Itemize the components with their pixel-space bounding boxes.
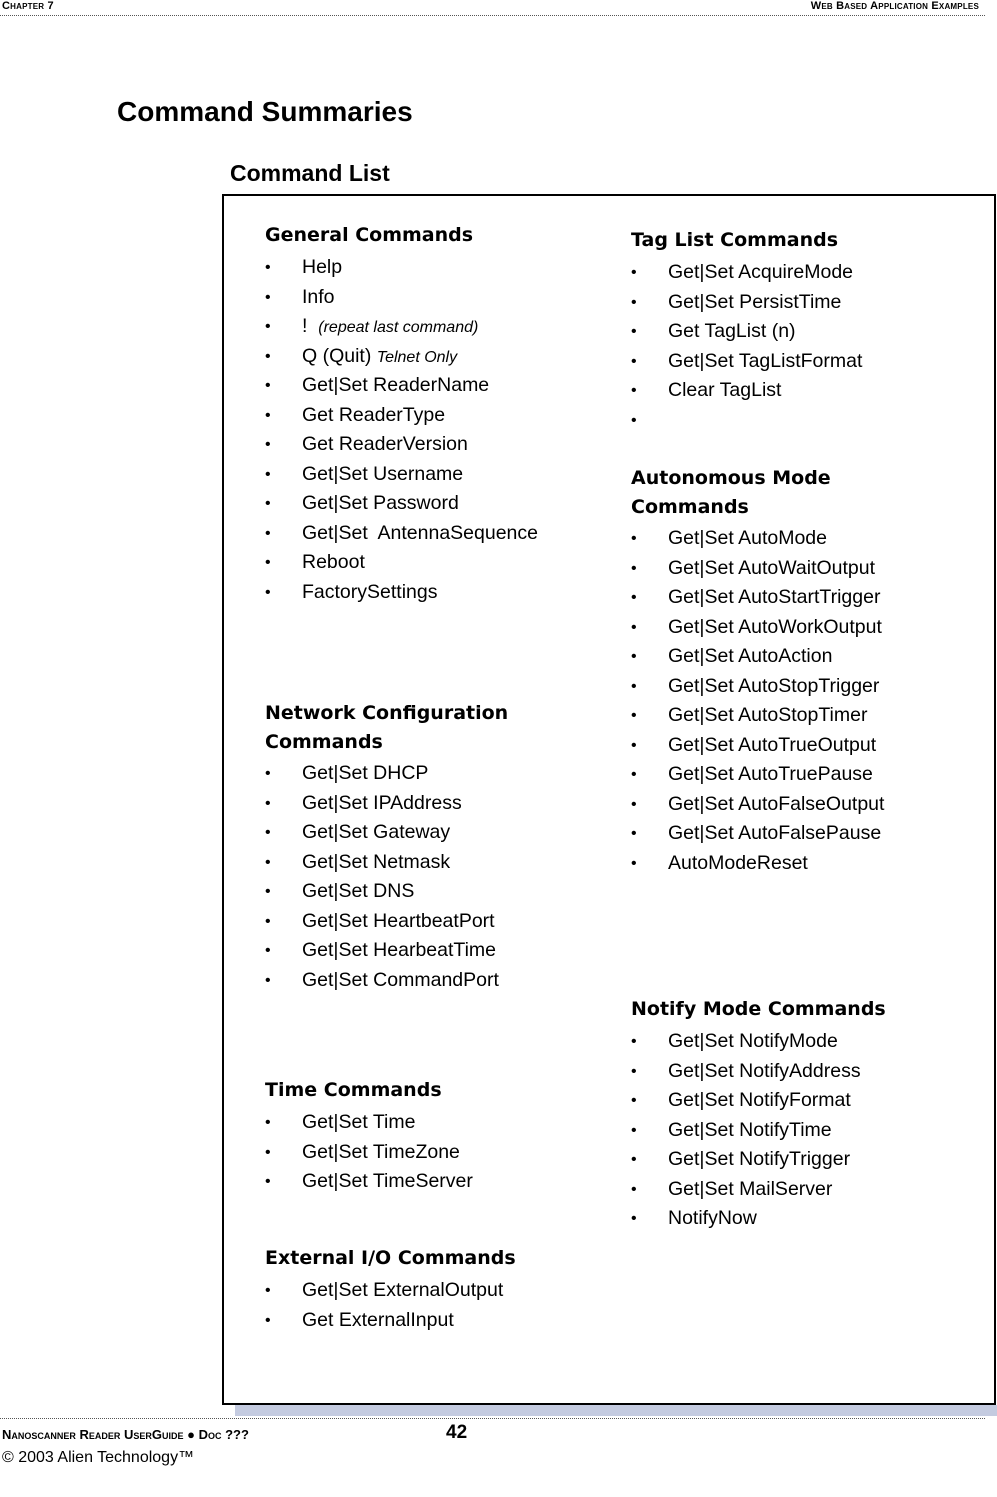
autonomous-commands-title: Autonomous Mode [631,467,831,489]
list-item: • Get TagList (n) [631,317,862,347]
list-item: • Get|Set NotifyMode [631,1027,886,1057]
list-item: • Get|Set AutoMode [631,524,884,554]
general-commands-list [265,253,538,607]
list-item: • Get|Set PersistTime [631,288,862,318]
list-item: • Get|Set DNS [265,877,508,907]
page-number: 42 [446,1422,468,1443]
autonomous-commands-title-line2: Commands [631,496,749,518]
list-item: • Get|Set NotifyTime [631,1116,886,1146]
list-item: • Get|Set AutoStartTrigger [631,583,884,613]
network-commands-title-line2: Commands [265,731,383,753]
list-item: • Get|Set NotifyFormat [631,1086,886,1116]
external-io-commands-list [265,1276,516,1335]
list-item: • Get|Set ReaderName [265,371,538,401]
list-item: • Get ReaderType [265,401,538,431]
list-item: • Info [265,283,538,313]
list-item: • Help [265,253,538,283]
box-shadow [235,1405,997,1416]
time-commands-title: Time Commands [265,1079,442,1101]
list-item: • Get ExternalInput [265,1306,516,1336]
taglist-commands-title: Tag List Commands [631,229,839,251]
list-item: • Get|Set MailServer [631,1175,886,1205]
section-label: Web Based Application Examples [810,0,979,12]
list-item: • Get|Set DHCP [265,759,508,789]
general-commands-section [265,221,538,607]
list-item: • FactorySettings [265,578,538,608]
list-item: • Get|Set Username [265,460,538,490]
time-commands-list [265,1108,473,1197]
network-commands-section [265,699,508,995]
notify-commands-title: Notify Mode Commands [631,998,886,1020]
list-item: • Get|Set AutoFalseOutput [631,790,884,820]
list-item: • Get|Set HeartbeatPort [265,907,508,937]
list-item: • Get|Set AutoTrueOutput [631,731,884,761]
list-item: • Get|Set ExternalOutput [265,1276,516,1306]
page-subtitle: Command List [230,160,390,186]
list-item: • Q (Quit) Telnet Only [265,342,538,372]
list-item: • Get|Set Netmask [265,848,508,878]
list-item: • Get|Set AutoAction [631,642,884,672]
header-rule [0,15,985,16]
page-title: Command Summaries [117,96,413,127]
list-item: • Clear TagList [631,376,862,406]
list-item: • Get|Set NotifyAddress [631,1057,886,1087]
telnet-note: Telnet Only [376,348,458,366]
list-item: • Get|Set TimeServer [265,1167,473,1197]
list-item: • Get|Set AcquireMode [631,258,862,288]
list-item: • Get|Set AutoStopTimer [631,701,884,731]
network-commands-title: Network Configuration [265,702,509,724]
list-item: • AutoModeReset [631,849,884,879]
list-item: • Get|Set AutoWorkOutput [631,613,884,643]
list-item: • Get|Set AutoWaitOutput [631,554,884,584]
footer-rule [0,1418,985,1419]
list-item: • Get|Set Time [265,1108,473,1138]
list-item: • Get|Set AntennaSequence [265,519,538,549]
taglist-commands-section [631,226,862,435]
general-commands-title: General Commands [265,224,474,246]
list-item: • Get|Set Password [265,489,538,519]
list-item: • Get ReaderVersion [265,430,538,460]
list-item: • ! (repeat last command) [265,312,538,342]
list-item: • Get|Set Gateway [265,818,508,848]
list-item: • Get|Set CommandPort [265,966,508,996]
list-item: • NotifyNow [631,1204,886,1234]
footer-doc-label: Nanoscanner Reader UserGuide ● Doc ??? [2,1427,249,1442]
notify-commands-section [631,995,886,1234]
autonomous-commands-section [631,464,884,878]
list-item: • Get|Set AutoStopTrigger [631,672,884,702]
list-item: • Get|Set AutoTruePause [631,760,884,790]
list-item: • Get|Set HearbeatTime [265,936,508,966]
chapter-label: Chapter 7 [2,0,54,12]
list-item: • Get|Set IPAddress [265,789,508,819]
autonomous-commands-list [631,524,884,878]
list-item: • Get|Set TagListFormat [631,347,862,377]
footer-copyright: © 2003 Alien Technology™ [2,1449,195,1466]
list-item: • Get|Set NotifyTrigger [631,1145,886,1175]
network-commands-list [265,759,508,995]
list-item: • Get|Set TimeZone [265,1138,473,1168]
list-item [631,406,862,436]
list-item: • Reboot [265,548,538,578]
external-io-commands-title: External I/O Commands [265,1247,516,1269]
notify-commands-list [631,1027,886,1234]
list-item: • Get|Set AutoFalsePause [631,819,884,849]
external-io-commands-section [265,1244,516,1335]
repeat-note: (repeat last command) [318,319,479,336]
time-commands-section [265,1076,473,1197]
taglist-commands-list [631,258,862,435]
